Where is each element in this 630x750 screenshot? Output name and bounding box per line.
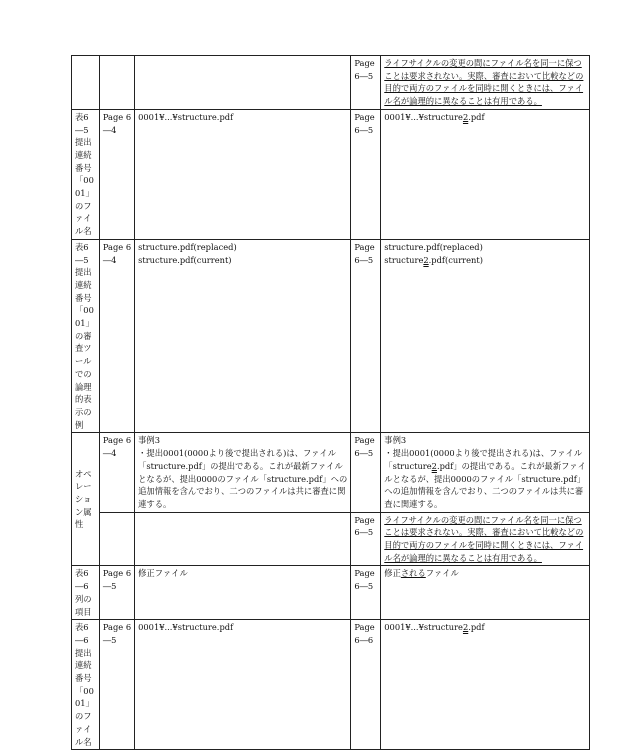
original-text-cell: 事例3 ・提出0001(0000より後で提出される)は、ファイル「structure.pdf」の提出である。これが最新ファイルとなるが、提出0000のファイル「structure.pdf」への追加情報を含んでおり、二つのファイルは共に審査に関連する。: [135, 433, 351, 512]
table-row: [72, 433, 590, 512]
page-new-cell: Page 6―5: [351, 239, 381, 433]
page-new-cell: Page 6―6: [351, 620, 381, 750]
original-text-cell: 0001¥...¥structure.pdf: [135, 109, 351, 239]
page-new-cell: Page 6―5: [351, 433, 381, 512]
page-old-cell: Page 6―4: [99, 109, 134, 239]
page-old-cell: Page 6―5: [99, 620, 134, 750]
item-cell: 表6―6提出連続番号「0001」のファイル名: [72, 620, 100, 750]
table-row: [72, 566, 590, 620]
original-text-cell: [135, 56, 351, 110]
inserted-mark: 2: [423, 254, 429, 265]
original-text-cell: 修正ファイル: [135, 566, 351, 620]
page-old-cell: Page 6―5: [99, 566, 134, 620]
revised-text-cell: ライフサイクルの変更の間にファイル名を同一に保つことは要求されない。実際、審査において比較などの目的で両方のファイルを同時に開くときには、ファイル名が論理的に異なることは有用である。: [381, 512, 590, 566]
revised-text-cell: 0001¥...¥structure2.pdf: [381, 620, 590, 750]
table-row: [72, 512, 590, 566]
revised-text-cell: ライフサイクルの変更の間にファイル名を同一に保つことは要求されない。実際、審査において比較などの目的で両方のファイルを同時に開くときには、ファイル名が論理的に異なることは有用である。: [381, 56, 590, 110]
item-cell: オペレーション属性: [72, 433, 100, 566]
revised-text-cell: 0001¥...¥structure2.pdf: [381, 109, 590, 239]
page-old-cell: Page 6―4: [99, 239, 134, 433]
table-row: [72, 109, 590, 239]
inserted-mark: 2: [462, 111, 469, 122]
original-text-cell: structure.pdf(replaced) structure.pdf(current): [135, 239, 351, 433]
page-new-cell: Page 6―5: [351, 56, 381, 110]
inserted-mark: される: [400, 568, 426, 579]
revision-table: [71, 55, 590, 750]
revised-text-cell: structure.pdf(replaced) structure2.pdf(current): [381, 239, 590, 433]
revised-text-cell: 修正されるファイル: [381, 566, 590, 620]
original-text-cell: 0001¥...¥structure.pdf: [135, 620, 351, 750]
page-new-cell: Page 6―5: [351, 566, 381, 620]
page-old-cell: [99, 512, 134, 566]
table-row: [72, 620, 590, 750]
inserted-mark: 2: [462, 622, 469, 633]
item-cell: [72, 56, 100, 110]
page-old-cell: [99, 56, 134, 110]
revised-text-cell: 事例3 ・提出0001(0000より後で提出される)は、ファイル「structure2.pdf」の提出である。これが最新ファイルとなるが、提出0000のファイル「structure.pdf」への追加情報を含んでおり、二つのファイルは共に審査に関連する。: [381, 433, 590, 512]
item-cell: 表6―5提出連続番号「0001」の審査ツールでの論理的表示の例: [72, 239, 100, 433]
page-old-cell: Page 6―4: [99, 433, 134, 512]
table-row: [72, 239, 590, 433]
original-text-cell: [135, 512, 351, 566]
table-row: [72, 56, 590, 110]
item-cell: 表6―5提出連続番号「0001」のファイル名: [72, 109, 100, 239]
page-new-cell: Page 6―5: [351, 109, 381, 239]
page-new-cell: Page 6―5: [351, 512, 381, 566]
item-cell: 表6―6列の項目: [72, 566, 100, 620]
inserted-mark: 2: [431, 460, 437, 471]
